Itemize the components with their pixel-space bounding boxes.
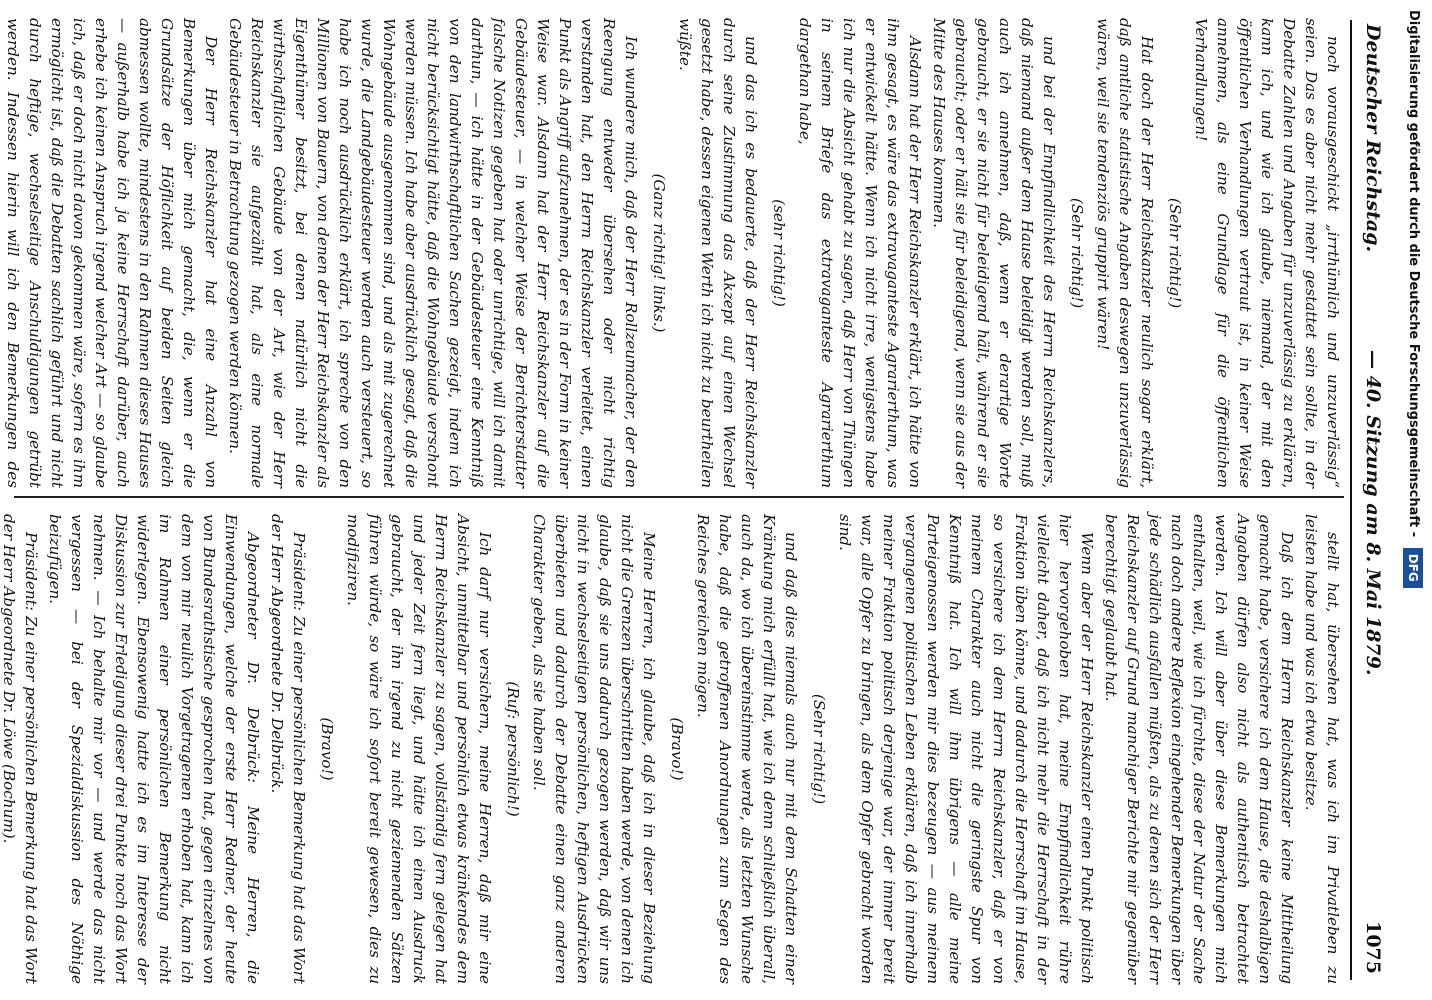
- interjection: (Sehr richtig!): [810, 693, 828, 805]
- paragraph: stellt hat, übersehen hat, was ich im Privatleben zu leisten habe und was ich etwa besitze.: [1302, 514, 1342, 984]
- paragraph: und bei der Empfindlichkeit des Herrn Reichskanzlers, daß niemand außer dem Hause beleidigt werden soll, muß auch ich annehmen, daß, wenn er derartige Worte gebraucht, er sie nicht für beleidigend hält, während er sie gebraucht; oder er hält sie für beleidigend, wenn sie aus der Mitte des Hauses kommen.: [930, 18, 1058, 488]
- left-column: [4, 18, 1344, 488]
- paragraph: noch vorausgeschickt „irrthümlich und unzuverlässig“ seien. Das es aber nicht mehr gestattet sein sollte, in der Debatte Zahlen und Angaben für unzuverlässig zu erklären, kann ich, und wie ich glaube, niemand, der mit den öffentlichen Verhandlungen vertraut ist, in keiner Weise annehmen, als eine Grundlage für die öffentlichen Verhandlungen!: [1192, 18, 1342, 488]
- interjection: (Sehr richtig!): [1166, 197, 1184, 309]
- page-header: [1350, 20, 1392, 980]
- paragraph: und daß dies niemals auch nur mit dem Schatten einer Kränkung mich erfüllt hat, wie ich denn schließlich überall, auch da, wo ich übereinstimme werde, als letzten Wunsche habe, daß die getroffenen Anordnungen zum Segen des Reiches gereichen mögen.: [694, 514, 800, 984]
- paragraph: Abgeordneter Dr. Delbrück: Meine Herren, die Einwendungen, welche der erste Herr Redner, der heute von Bundesrathstische gesprochen hat, gegen einzelnes von dem von mir neulich Vorgetragenen erhoben hat, kann ich im Rahmen einer persönlichen Bemerkung nicht widerlegen. Ebensowenig hatte ich es im Interesse der Diskussion zur Erledigung dieser drei Punkte noch das Wort nehmen. — Ich behalte mir vor — und werde das nicht vergessen — bei der Spezialdiskussion des Nöthige beizufügen.: [46, 514, 262, 984]
- digitization-notice: [1400, 10, 1430, 990]
- digitization-notice-text: Digitalisierung gefördert durch die Deutsche Forschungsgemeinschaft -: [1406, 10, 1421, 538]
- paragraph: Ich wundere mich, daß der Herr Rollzeumacher, der den Reengung entweder übersehen oder nicht richtig verstanden hat, den Herrn Reichskanzler verleitet, einen Punkt als Angriff aufzunehmen, der es in der Form in keiner Weise war. Alsdann hat der Herr Reichskanzler auf die Gebäudesteuer, — in welcher Weise der Berichterstatter falsche Notizen gegeben hat oder unrichtige, will ich damit darthun, — ich hätte in der Gebäudesteuer eine Kenntniß von den landwirthschaftlichen Sachen gezeigt, indem ich nicht berücksichtigt hätte, daß die Wohngebäude verschont werden müssen. Ich habe aber ausdrücklich gesagt, daß die Wohngebäude ausgenommen sind, und als mit zugerechnet wurde, die Landgebäudesteuer werden auch versteuert, so habe ich noch ausdrücklich erklärt, ich spreche von den Millionen von Bauern, von denen der Herr Reichskanzler als Eigenthümer besitzt, bei denen natürlich nicht die wirthschaftlichen Gebäude von der Art, wie der Herr Reichskanzler sie aufgezählt hat, als eine normale Gebäudesteuer in Betrachtung gezogen werden können.: [226, 18, 640, 488]
- paragraph: Wenn aber der Herr Reichskanzler einen Punkt politisch hier hervorgehoben hat, meine Empfindlichkeit rühre vielleicht daher, daß ich nicht mehr die Herrschaft in der Fraktion üben könne, und dadurch die Herrschaft im Hause, so versichere ich dem Herrn Reichskanzler, daß er von meinem Charakter auch nicht die geringste Spur von Kenntniß hat. Ich will ihm übrigens — alle meine Parteigenossen werden mir dies bezeugen — aus meinem vergangenen politischen Leben erklären, daß ich innerhalb meiner Fraktion politisch derjenige war, der immer bereit war, alle Opfer zu bringen, als dem Opfer gebracht worden sind.: [836, 514, 1096, 984]
- paragraph: Präsident: Zu einer persönlichen Bemerkung hat das Wort der Herr Abgeordnete Dr. Löwe (Bochum).: [0, 514, 40, 984]
- header-session: — 40. Sitzung am 8. Mai 1879.: [1362, 350, 1384, 676]
- interjection: (Ganz richtig! links.): [650, 173, 668, 333]
- interjection: (Ruf: persönlich!): [504, 681, 522, 817]
- paragraph: Daß ich dem Herrn Reichskanzler keine Mittheilung gemacht habe, versichere ich dem Hause, die deshalbigen Angaben dürfen also nicht als authentisch betrachtet werden. Ich will aber über diese Bemerkungen mich enthalten, weil, wie ich fürchte, diese der Natur der Sache nach doch andere Reflexion eingehender Bemerkungen über jede schädlich ausfallen müßten, als zu denen sich der Herr Reichskanzler auf Grund manchiger Berichte mir gegenüber berechtigt geglaubt hat.: [1102, 514, 1296, 984]
- paragraph: Präsident: Zu einer persönlichen Bemerkung hat das Wort der Herr Abgeordnete Dr. Delbrück.: [268, 514, 308, 984]
- paragraph: und das ich es bedauerte, daß der Herr Reichskanzler durch seine Zustimmung das Akzept auf einen Wechsel gesetzt habe, dessen eigenen Werth ich nicht zu beurtheilen wüßte.: [676, 18, 760, 488]
- interjection: (Bravo!): [668, 717, 686, 781]
- right-column: [0, 514, 1344, 984]
- column-divider: [14, 496, 1344, 498]
- interjection: (sehr richtig!): [770, 199, 788, 307]
- paragraph: Hat doch der Herr Reichskanzler neulich sogar erklärt, daß amtliche statistische Angaben deswegen unzuverlässig wären, weil sie tendenziös gruppirt wären!: [1094, 18, 1156, 488]
- paragraph: Ich darf nur versichern, meine Herren, daß mir eine Absicht, unmittelbar und persönlich etwas kränkendes dem Herrn Reichskanzler zu sagen, vollständig fern gelegen hat und jeder Zeit fern liegt, und hätte ich einen Ausdruck gebraucht, der ihn irgend zu nicht geziemenden Sätzen führen würde, so wäre ich sofort bereit gewesen, dies zu modifiziren.: [344, 514, 494, 984]
- paragraph: Der Herr Reichskanzler hat eine Anzahl von Bemerkungen über mich gemacht, die, wenn er die Grundsätze der Höflichkeit auf beiden Seiten gleich abmessen wollte, mindestens in den Rahmen dieses Hauses — außerhalb habe ich ja keine Herrschaft darüber, auch erhebe ich keinen Anspruch irgend welcher Art — so glaube ich, daß er doch nicht davon gekommen wäre, sofern es ihm ermöglicht ist, daß die Debatten sachlich geführt und nicht durch heftige, wechselseitige Anschuldigungen getrübt werden. Indessen hierin will ich den Bemerkungen des: [4, 18, 220, 488]
- interjection: (Bravo!): [318, 717, 336, 781]
- header-publication: Deutscher Reichstag.: [1362, 24, 1384, 253]
- header-page-number: 1075: [1362, 921, 1384, 974]
- dfg-logo: DFG: [1404, 548, 1424, 588]
- paragraph: Meine Herren, ich glaube, daß ich in dieser Beziehung nicht die Grenzen überschritten haben werde, von denen ich glaube, daß sie uns dadurch gezogen werden, daß wir uns nicht in wechselseitigen persönlichen, heftigen Ausdrücken überbieten und dadurch der Debatte einen ganz anderen Charakter geben, als sie haben soll.: [530, 514, 658, 984]
- paragraph: Alsdann hat der Herr Reichskanzler erklärt, ich hätte von ihm gesagt, es wäre das extravaganteste Agrarierthum, was er entwickelt hätte. Wenn ich nicht irre, wenigstens habe ich nur die Absicht gehabt zu sagen, daß Herr von Thüngen in seinem Briefe das extravaganteste Agrarierthum dargethan habe,: [796, 18, 924, 488]
- interjection: (Sehr richtig!): [1068, 197, 1086, 309]
